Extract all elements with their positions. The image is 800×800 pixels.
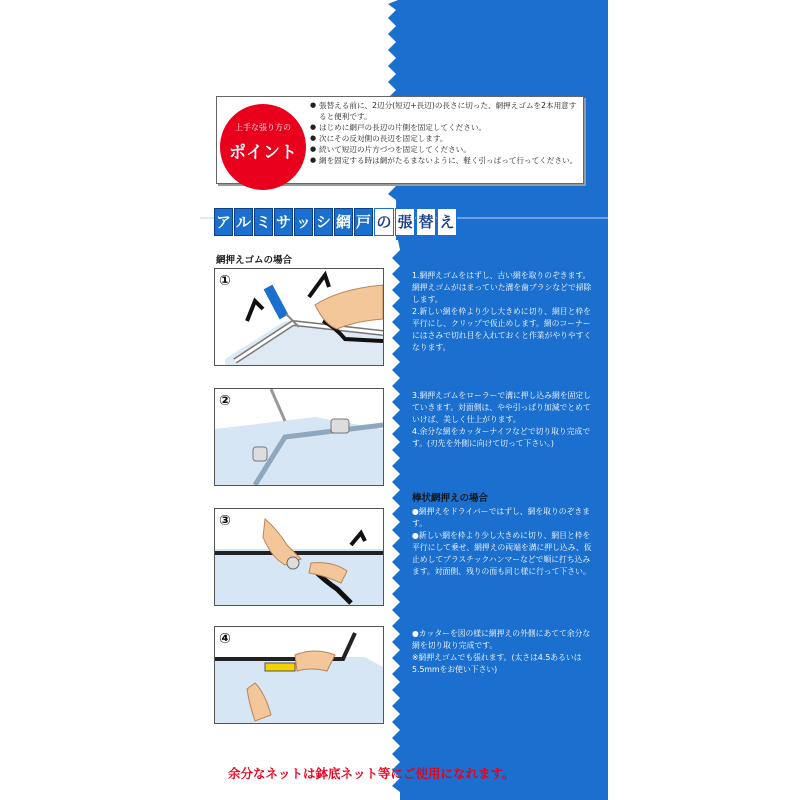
instruction-paragraph: 3.網押えゴムをローラーで溝に押し込み網を固定していきます。対面側は、やや引っぱり加減でとめていけば、美しく仕上がります。 (412, 391, 591, 424)
title-char: 張 (395, 208, 415, 236)
rubber-heading: 網押えゴムの場合 (216, 255, 293, 266)
instruction-paragraph: ●カッターを図の様に網押えの外側にあてて余分な網を切り取り完成です。 (412, 629, 591, 650)
title-char: サ (274, 208, 293, 236)
frame-illustration (215, 627, 383, 723)
point-badge-subtitle: 上手な張り方の (235, 123, 291, 132)
step-2-illustration (214, 388, 384, 486)
instruction-paragraph: 2.新しい網を枠より少し大きめに切り、網目と枠を平行にし、クリップで仮止めします。網のコーナーにはさみで切れ目を入れておくと作業がやりやすくなります。 (412, 307, 592, 352)
frame-illustration (215, 509, 383, 605)
bar-heading: 棒状網押えの場合 (412, 493, 489, 504)
title-char: ミ (254, 208, 273, 236)
step-1-illustration (214, 268, 384, 366)
title-char: ッ (294, 208, 313, 236)
step-number: ② (219, 393, 231, 409)
title-char: 替 (416, 208, 436, 236)
step-4-illustration (214, 626, 384, 724)
tip-item: ● 張替える前に、2辺分(短辺+長辺)の長さに切った、網押えゴムを2本用意すると便利です。 (310, 100, 580, 122)
step-number: ① (219, 273, 231, 289)
instruction-paragraph: ※網押えゴムでも張れます。(太さは4.5あるいは5.5mmをお使い下さい) (412, 653, 582, 674)
point-badge-title: ポイント (229, 143, 297, 163)
instruction-text-4 (412, 628, 592, 676)
frame-illustration (215, 389, 383, 485)
tip-item: ● 網を固定する時は網がたるまないように、軽く引っぱって行ってください。 (310, 155, 580, 166)
section-title (214, 208, 457, 236)
instruction-paragraph: 1.網押えゴムをはずし、古い網を取りのぞきます。網押えゴムがはまっていた溝を歯ブラシなどで掃除します。 (412, 271, 592, 304)
instruction-text-3 (412, 506, 592, 578)
title-char: の (374, 208, 394, 236)
step-number: ④ (219, 631, 231, 647)
tip-item: ● はじめに網戸の長辺の片側を固定してください。 (310, 122, 580, 133)
instruction-paragraph: ●新しい網を枠より少し大きめに切り、網目と枠を平行にして乗せ、網押えの両端を溝に押し込み、仮止めしてプラスチックハンマーなどで順に打ち込みます。対面側、残りの面も同じ様に行って下さい。 (412, 531, 592, 576)
tips-list (310, 100, 580, 166)
title-char: 網 (334, 208, 353, 236)
title-char: シ (314, 208, 333, 236)
title-char: え (437, 208, 457, 236)
title-char: 戸 (354, 208, 373, 236)
instruction-paragraph: 4.余分な網をカッターナイフなどで切り取り完成です。(刃先を外側に向けて切って下さい。) (412, 427, 591, 448)
step-3-illustration (214, 508, 384, 606)
title-char: ル (234, 208, 253, 236)
instruction-text-1 (412, 270, 592, 354)
instruction-paragraph: ●網押えをドライバーではずし、網を取りのぞきます。 (412, 507, 590, 528)
title-char: ア (214, 208, 233, 236)
tip-item: ● 次にその反対側の長辺を固定します。 (310, 133, 580, 144)
frame-illustration (215, 269, 383, 365)
instruction-panel (200, 0, 608, 800)
step-number: ③ (219, 513, 231, 529)
footer-note: 余分なネットは鉢底ネット等にご使用になれます。 (228, 766, 515, 781)
point-badge (220, 104, 306, 190)
instruction-text-2 (412, 390, 592, 450)
tip-item: ● 続いて短辺の片方づつを固定してください。 (310, 144, 580, 155)
